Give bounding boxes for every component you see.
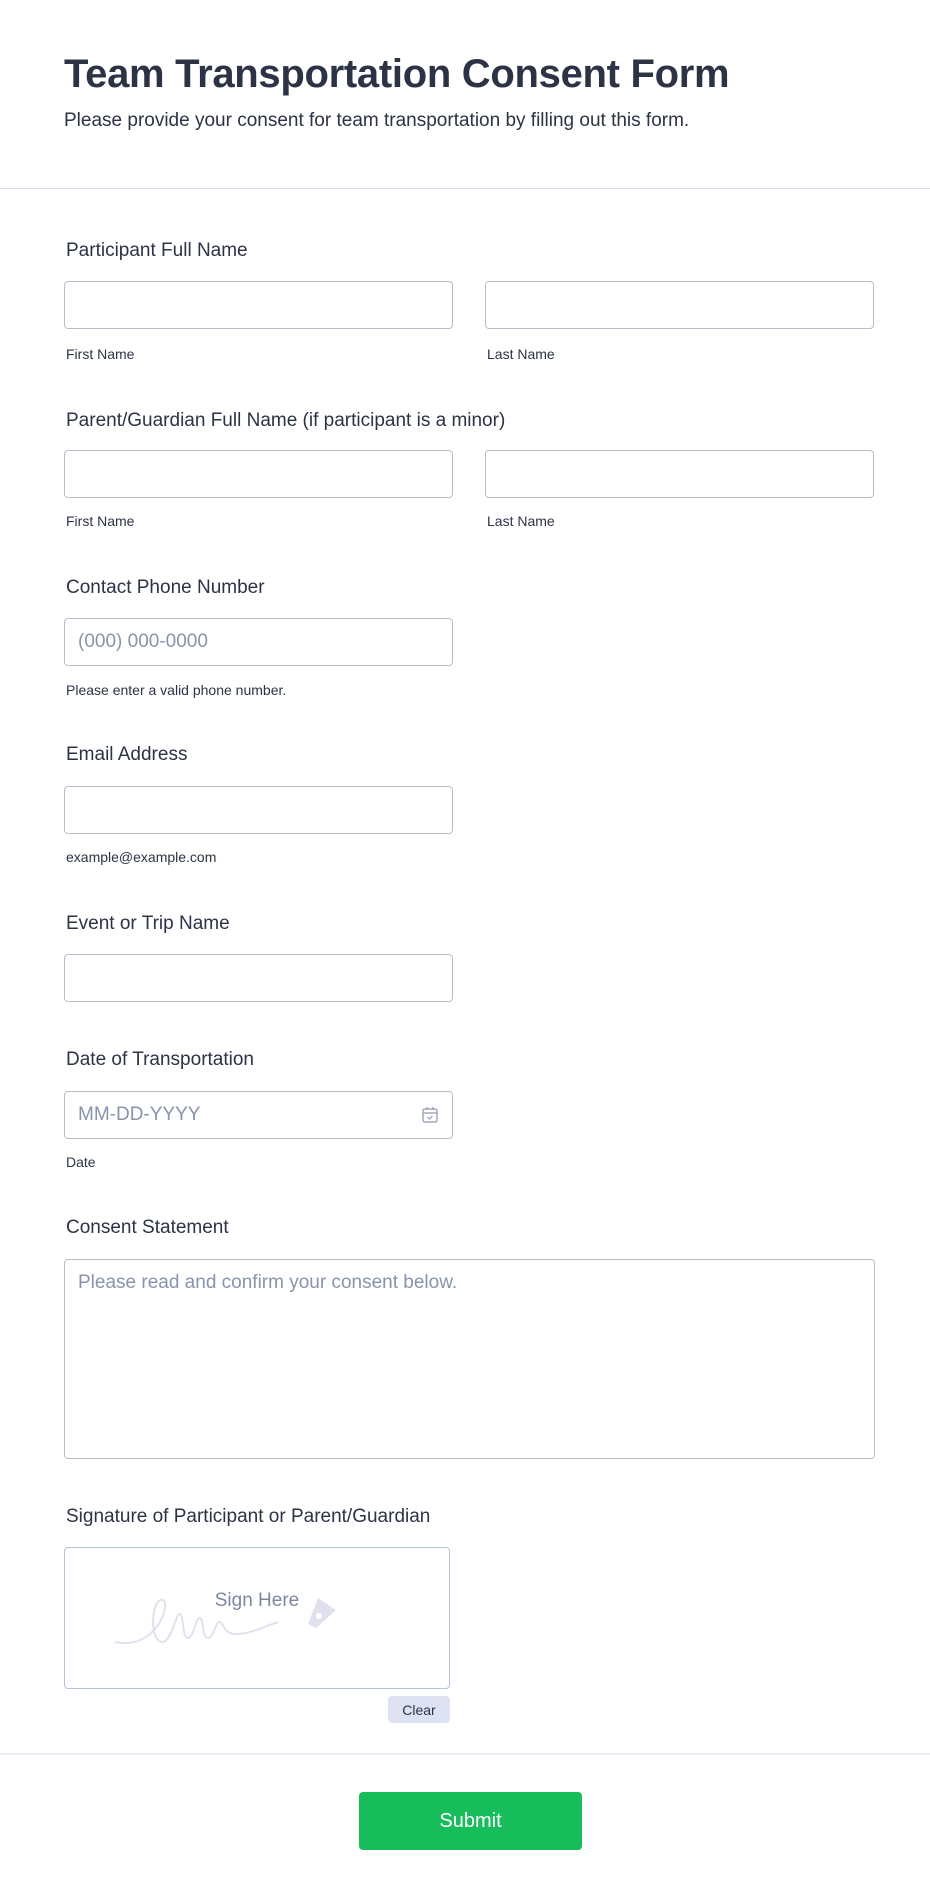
guardian-first-name-input[interactable]	[64, 450, 453, 498]
phone-placeholder: (000) 000-0000	[78, 631, 208, 652]
participant-last-name-input[interactable]	[485, 281, 874, 329]
email-input[interactable]	[64, 786, 453, 834]
date-label: Date of Transportation	[66, 1049, 254, 1070]
email-help: example@example.com	[66, 849, 217, 865]
footer-divider	[0, 1753, 930, 1755]
page-title: Team Transportation Consent Form	[64, 52, 730, 96]
signature-placeholder: Sign Here	[214, 1590, 300, 1611]
calendar-icon[interactable]	[421, 1106, 439, 1124]
event-label: Event or Trip Name	[66, 913, 230, 934]
guardian-first-name-sublabel: First Name	[66, 513, 135, 529]
guardian-name-label: Parent/Guardian Full Name (if participant is a minor)	[66, 410, 506, 431]
phone-label: Contact Phone Number	[66, 577, 265, 598]
date-sublabel: Date	[66, 1154, 96, 1170]
guardian-last-name-sublabel: Last Name	[487, 513, 555, 529]
consent-label: Consent Statement	[66, 1217, 229, 1238]
submit-button[interactable]: Submit	[359, 1792, 582, 1850]
signature-scribble-icon	[113, 1586, 353, 1656]
phone-help: Please enter a valid phone number.	[66, 682, 287, 698]
consent-textarea[interactable]	[64, 1259, 875, 1459]
consent-placeholder: Please read and confirm your consent below.	[78, 1272, 458, 1293]
signature-label: Signature of Participant or Parent/Guardian	[66, 1506, 431, 1527]
phone-input[interactable]	[64, 618, 453, 666]
signature-pad[interactable]	[64, 1547, 450, 1689]
date-placeholder: MM-DD-YYYY	[78, 1104, 201, 1125]
participant-last-name-sublabel: Last Name	[487, 346, 555, 362]
guardian-last-name-input[interactable]	[485, 450, 874, 498]
page-subtitle: Please provide your consent for team transportation by filling out this form.	[64, 110, 690, 131]
date-input[interactable]	[64, 1091, 453, 1139]
participant-name-label: Participant Full Name	[66, 240, 248, 261]
clear-signature-button[interactable]: Clear	[388, 1696, 450, 1723]
header-divider	[0, 188, 930, 189]
event-input[interactable]	[64, 954, 453, 1002]
participant-first-name-sublabel: First Name	[66, 346, 135, 362]
email-label: Email Address	[66, 744, 188, 765]
participant-first-name-input[interactable]	[64, 281, 453, 329]
